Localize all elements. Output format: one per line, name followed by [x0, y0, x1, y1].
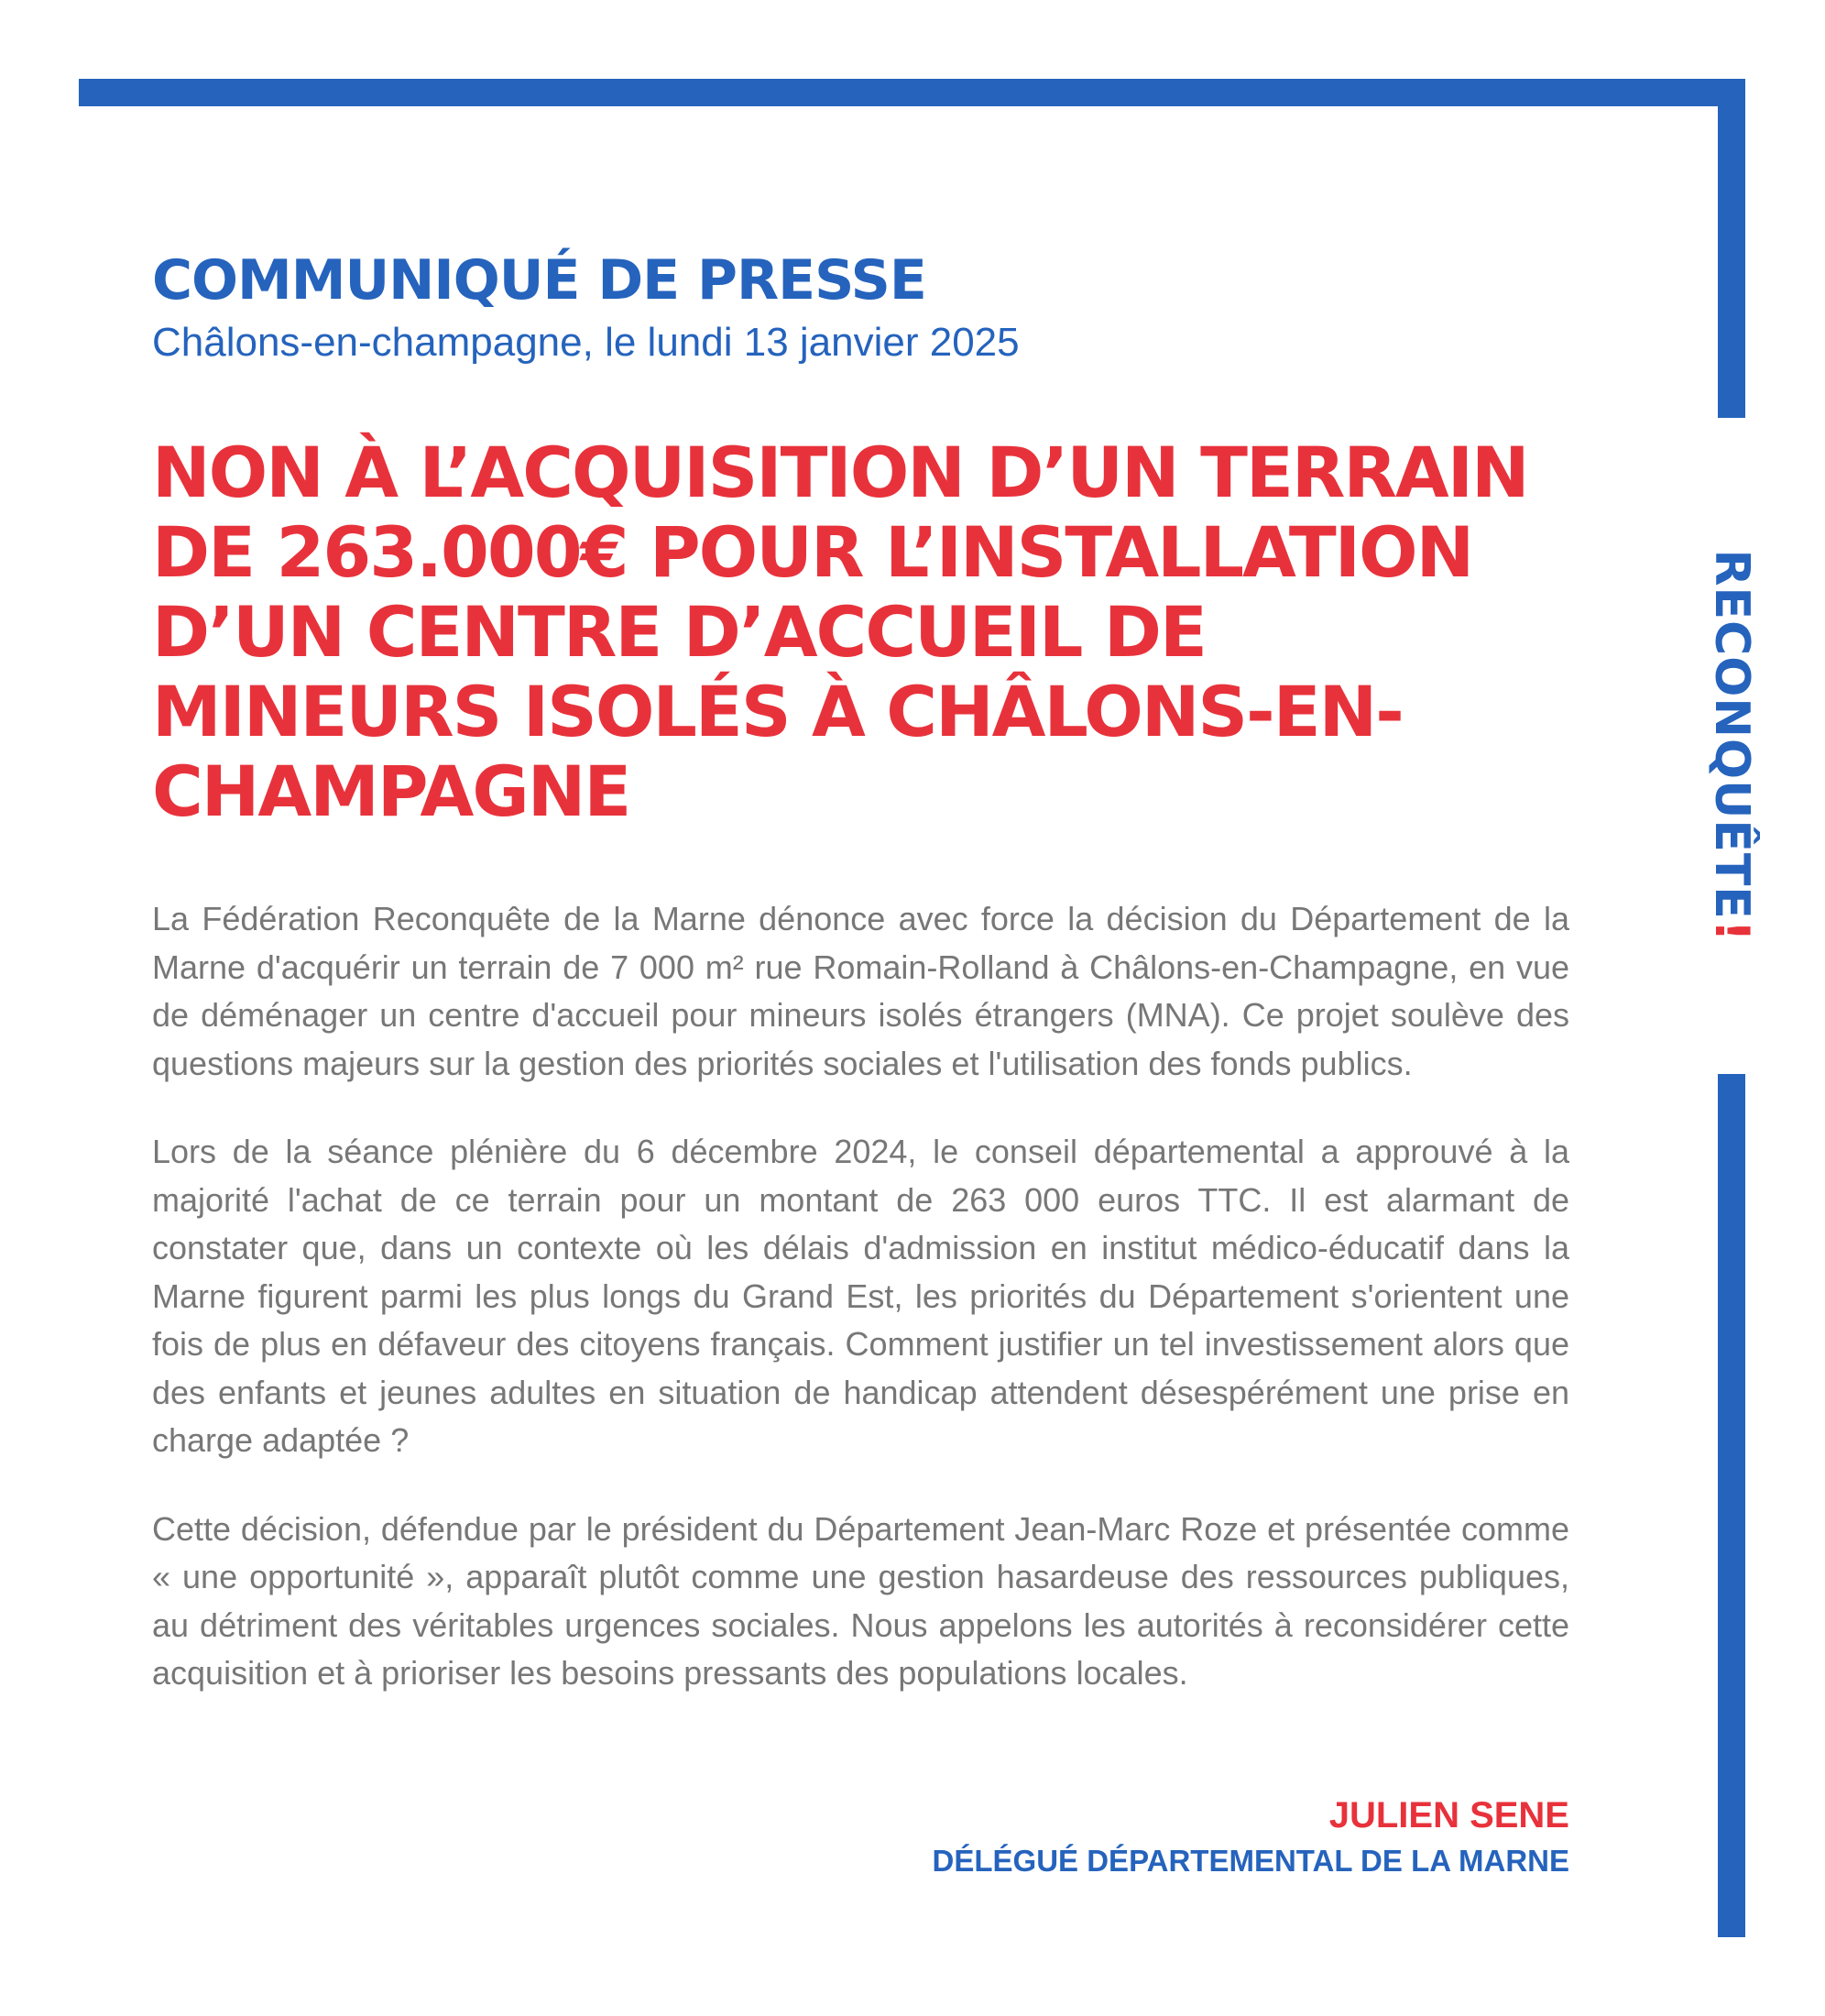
frame-top-bar	[79, 79, 1745, 106]
brand-exclamation: !	[1704, 919, 1759, 943]
frame-right-bar-upper	[1718, 79, 1745, 418]
brand-logo	[1704, 549, 1759, 942]
dateline: Châlons-en-champagne, le lundi 13 janvier 2025	[152, 320, 1020, 365]
signature-title: DÉLÉGUÉ DÉPARTEMENTAL DE LA MARNE	[932, 1843, 1569, 1878]
body-paragraph: Lors de la séance plénière du 6 décembre 2024, le conseil départemental a approuvé à la majorité l'achat de ce terrain pour un montant de 263 000 euros TTC. Il est alarmant de constater que, dans un contexte où les délais d'admission en institut médico-éducatif dans la Marne figurent parmi les plus longs du Grand Est, les priorités du Département s'orientent une fois de plus en défaveur des citoyens français. Comment justifier un tel investissement alors que des enfants et jeunes adultes en situation de handicap attendent désespérément une prise en charge adaptée ?	[152, 1133, 1569, 1459]
signature-name: JULIEN SENE	[1328, 1794, 1569, 1835]
body-paragraph: La Fédération Reconquête de la Marne dénonce avec force la décision du Département de la Marne d'acquérir un terrain de 7 000 m² rue Romain-Rolland à Châlons-en-Champagne, en vue de déménager un centre d'accueil pour mineurs isolés étrangers (MNA). Ce projet soulève des questions majeurs sur la gestion des priorités sociales et l'utilisation des fonds publics.	[152, 900, 1569, 1082]
press-release	[152, 247, 1569, 1881]
document-kicker: COMMUNIQUÉ DE PRESSE	[152, 248, 926, 312]
frame-right-bar-lower	[1718, 1074, 1745, 1937]
brand-name: RECONQUÊTE	[1704, 549, 1759, 920]
body-paragraph: Cette décision, défendue par le président du Département Jean-Marc Roze et présentée comme « une opportunité », apparaît plutôt comme une gestion hasardeuse des ressources publiques, au détriment des véritables urgences sociales. Nous appelons les autorités à reconsidérer cette acquisition et à prioriser les besoins pressants des populations locales.	[152, 1509, 1569, 1692]
headline: NON À L’ACQUISITION D’UN TERRAIN DE 263.000€ POUR L’INSTALLATION D’UN CENTRE D’ACCUEIL DE MINEURS ISOLÉS À CHÂLONS-EN-CHAMPAGNE	[152, 432, 1528, 832]
